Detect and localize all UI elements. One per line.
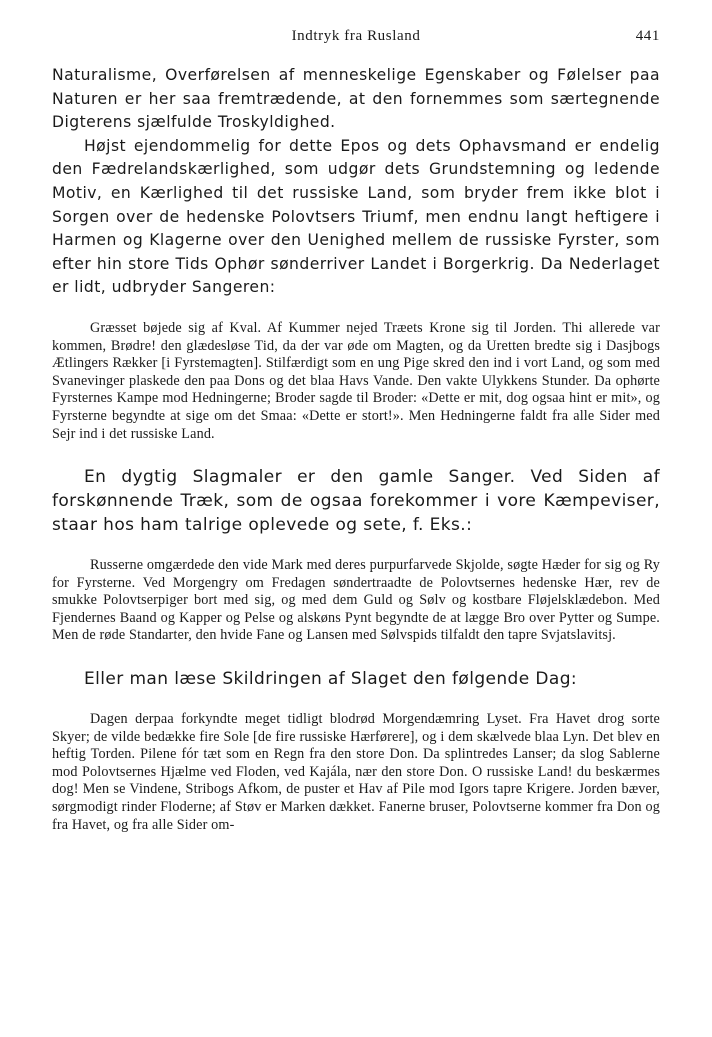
page-number: 441 — [635, 28, 660, 44]
paragraph-naturalism: Naturalisme, Overførelsen af menneskelige Egenskaber og Følelser paa Naturen er her saa fremtrædende, at den fornemmes som særtegnende Digterens sjælfulde Troskyldighed. — [52, 66, 660, 132]
page-header — [52, 28, 660, 54]
running-title: Indtryk fra Rusland — [291, 28, 421, 44]
book-page — [52, 28, 660, 834]
quote-lament: Græsset bøjede sig af Kval. Af Kummer nejed Træets Krone sig til Jorden. Thi allerede var kommen, Brødre! den glædesløse Tid, da der var øde om Magten, og da Uretten bredte sig i Dasjbogs Ætlingers Rækker [i Fyrstemagten]. Stilfærdigt som en ung Pige skred den ind i vort Land, og som med Svanevinger plaskede den paa Dons og det blaa Havs Vande. Den vakte Ulykkens Stunder. Da ophørte Fyrsternes Kampe mod Hedningerne; Broder sagde til Broder: «Dette er mit, dog ogsaa hint er mit», og Fyrsterne begyndte at sige om det Smaa: «Dette er stort!». Men Hedningerne faldt fra alle Sider med Sejr ind i det russiske Land. — [52, 319, 660, 442]
quote-russian-victory: Russerne omgærdede den vide Mark med deres purpurfarvede Skjolde, søgte Hæder for sig og Ry for Fyrsterne. Ved Morgengry om Fredagen søndertraadte de Polovtsernes hedenske Hær, rev de smukke Polovtserpiger bort med sig, og med dem Guld og Sølv og kostbare Fløjelsklædebon. Med Fjendernes Baand og Kapper og Pelse og alskøns Pynt begyndte de at lægge Bro over Pytter og Sumpe. Men de røde Standarter, den hvide Fane og Lansen med Sølvspids tilfaldt den tapre Svjatslavitsj. — [52, 557, 660, 644]
paragraph-patriotism: Højst ejendommelig for dette Epos og dets Ophavsmand er endelig den Fædrelandskærlighed, som udgør dets Grundstemning og ledende Motiv, en Kærlighed til det russiske Land, som bryder frem ikke blot i Sorgen over de hedenske Polovtsers Triumf, men endnu langt heftigere i Harmen og Klagerne over den Uenighed mellem de russiske Fyrster, som efter hin store Tids Ophør sønderriver Landet i Borgerkrig. Da Nederlaget er lidt, udbryder Sangeren: — [52, 136, 660, 297]
quote-battle-next-day: Dagen derpaa forkyndte meget tidligt blodrød Morgendæmring Lyset. Fra Havet drog sorte Skyer; de vilde bedække fire Sole [de fire russiske Hærførere], og i dem skælvede blaa Lyn. Det blev en heftig Torden. Pilene fór tæt som en Regn fra den store Don. Da splintredes Lanser; da slog Sablerne mod Polovtsernes Hjælme ved Floden, ved Kajála, nær den store Don. O russiske Land! du beskærmes dog! Men se Vindene, Stribogs Afkom, de puster et Hav af Pile mod Igors tapre Krigere. Jorden bæver, sørgmodigt rinder Floderne; af Støv er Marken dækket. Fanerne bruser, Polovtserne kommer fra Don og fra Havet, og fra alle Sider om- — [52, 711, 660, 833]
paragraph-next-day-intro: Eller man læse Skildringen af Slaget den følgende Dag: — [84, 669, 578, 690]
paragraph-battle-painter: En dygtig Slagmaler er den gamle Sanger. Ved Siden af forskønnende Træk, som de ogsaa forekommer i vore Kæmpeviser, staar hos ham talrige oplevede og sete, f. Eks.: — [52, 467, 660, 536]
